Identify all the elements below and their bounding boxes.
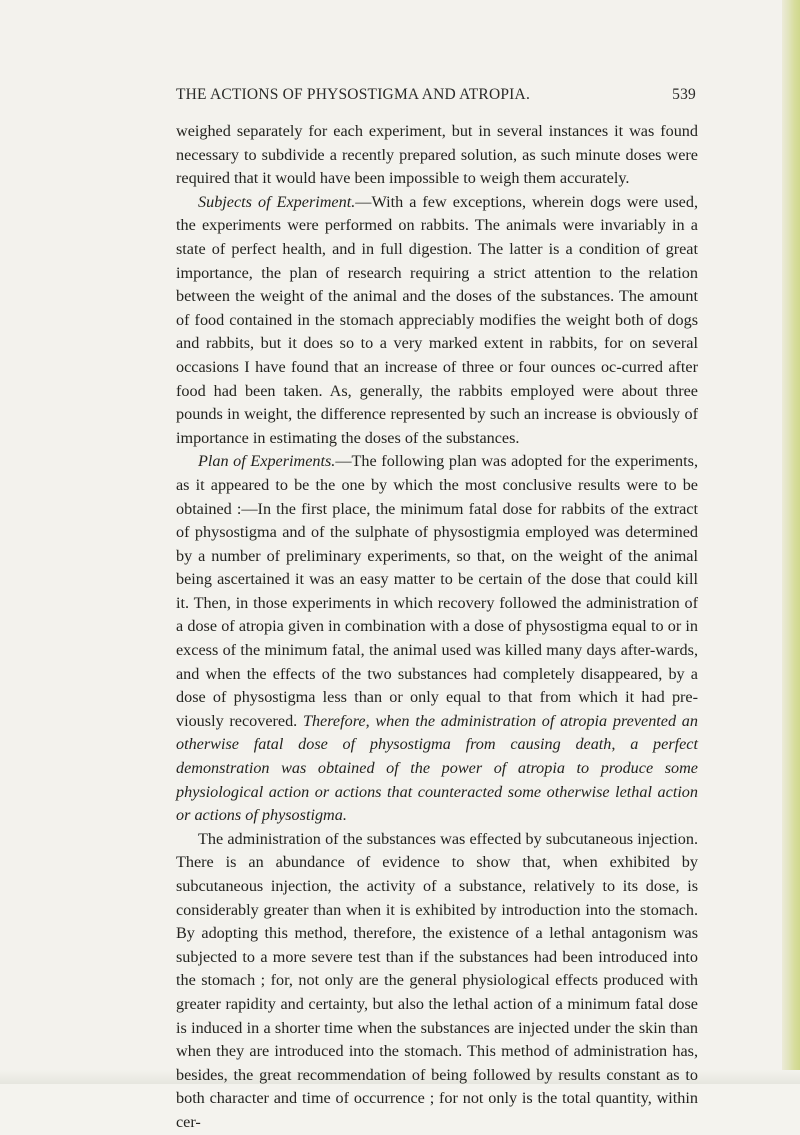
section-heading-plan: Plan of Experiments. [198,452,336,471]
page-edge-shadow [782,0,800,1084]
paragraph-continuation: weighed separately for each experiment, but in several instances it was found necessary to subdivide a recently prepared solution, as such minute doses were required that it would have been impossible to weigh them accurately. [176,122,698,188]
paragraph-plan-italic-conclusion: Therefore, when the administration of atropia prevented an otherwise fatal dose of physostigma from causing death, a perfect demonstration was obtained of the power of atropia to produce some physiological action or actions that counteracted some otherwise lethal action or actions of physostigma. [176,711,698,825]
running-title: THE ACTIONS OF PHYSOSTIGMA AND ATROPIA. [176,86,531,103]
body-text [176,120,698,1135]
paragraph-plan-body: —The following plan was adopted for the experiments, as it appeared to be the one by which the most conclusive results were to be obtained :—In the first place, the minimum fatal dose for rabbits of the extract of physostigma and of the sulphate of physostigmia employed was determined by a number of preliminary experiments, so that, on the weight of the animal being ascertained it was an easy matter to be certain of the dose that could kill it. Then, in those experiments in which recovery followed the administration of a dose of atropia given in combination with a dose of physostigma equal to or in excess of the minimum fatal, the animal used was killed many days after-wards, and when the effects of the two substances had completely disappeared, by a dose of physostigma less than or only equal to that from which it had pre-viously recovered. [176,452,698,730]
running-header [148,86,696,110]
paragraph-subjects-body: —With a few exceptions, wherein dogs were used, the experiments were performed on rabbits. The animals were invariably in a state of perfect health, and in full digestion. The latter is a condition of great importance, the plan of research requiring a strict attention to the relation between the weight of the animal and the doses of the substances. The amount of food contained in the stomach appreciably modifies the weight both of dogs and rabbits, but it does so to a very marked extent in rabbits, for on several occasions I have found that an increase of three or four ounces oc-curred after food had been taken. As, generally, the rabbits employed were about three pounds in weight, the difference represented by such an increase is obviously of importance in estimating the doses of the substances. [176,192,698,447]
paragraph-plan [176,450,698,828]
section-heading-subjects: Subjects of Experiment. [198,192,356,211]
paragraph-administration: The administration of the substances was effected by subcutaneous injection. There is an abundance of evidence to show that, when exhibited by subcutaneous injection, the activity of a substance, relatively to its dose, is considerably greater than when it is exhibited by introduction into the stomach. By adopting this method, therefore, the existence of a lethal antagonism was subjected to a more severe test than if the substances had been introduced into the stomach ; for, not only are the general physiological effects produced with greater rapidity and certainty, but also the lethal action of a minimum fatal dose is induced in a shorter time when the substances are injected under the skin than when they are introduced into the stomach. This method of administration has, besides, the great recommendation of being followed by results constant as to both character and time of occurrence ; for not only is the total quantity, within cer- [176,829,698,1131]
page-number: 539 [672,86,696,103]
paragraph-subjects [176,191,698,451]
